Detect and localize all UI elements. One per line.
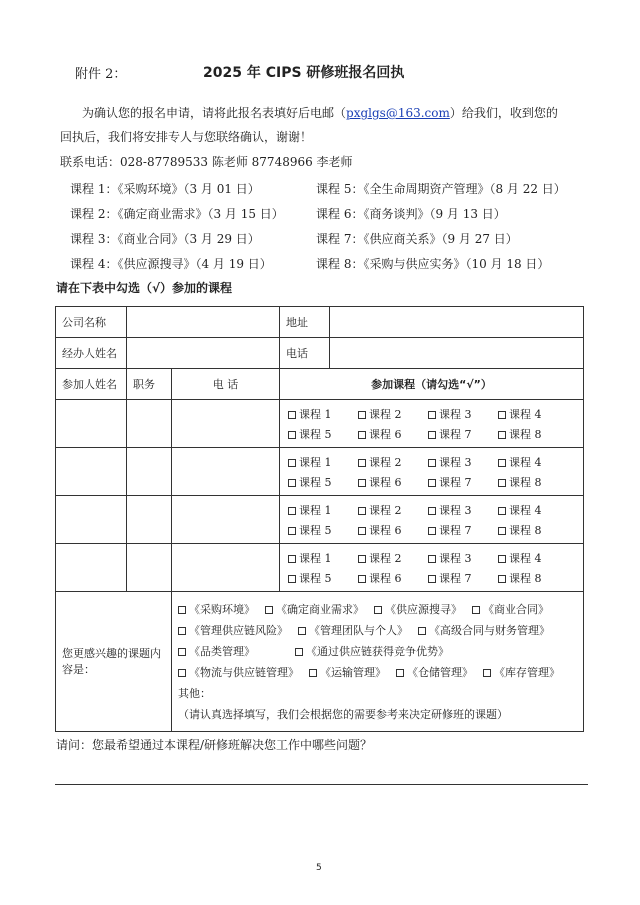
course-checkbox[interactable]: 课程 6 [358,522,428,538]
participant-phone-field[interactable] [172,400,280,448]
course-checkbox[interactable]: 课程 5 [288,426,358,442]
checkbox-icon [428,411,436,419]
course-checkboxes [280,496,584,544]
course-item: 课程 7：《供应商关系》（9 月 27 日） [316,232,518,246]
checkbox-icon [288,431,296,439]
col-participant-header: 参加人姓名 [56,369,127,400]
answer-line[interactable] [55,784,588,785]
checkbox-icon [418,627,426,635]
checkbox-icon [498,527,506,535]
course-checkbox[interactable]: 课程 3 [428,406,498,422]
form-title: 2025 年 CIPS 研修班报名回执 [203,65,405,81]
checkbox-icon [498,459,506,467]
interest-checkbox[interactable]: 《物流与供应链管理》 [178,664,299,680]
checkbox-icon [428,507,436,515]
course-checkbox[interactable]: 课程 7 [428,426,498,442]
course-checkbox[interactable]: 课程 4 [498,550,568,566]
course-checkbox[interactable]: 课程 3 [428,454,498,470]
interest-checkbox[interactable]: 《管理团队与个人》 [298,622,408,638]
course-checkbox[interactable]: 课程 8 [498,570,568,586]
participant-phone-field[interactable] [172,496,280,544]
course-checkbox[interactable]: 课程 2 [358,406,428,422]
participant-row [56,400,584,448]
checkbox-icon [178,606,186,614]
question-text: 请问：您最希望通过本课程/研修班解决您工作中哪些问题？ [56,738,373,752]
checkbox-icon [288,555,296,563]
checkbox-icon [428,527,436,535]
course-checkbox[interactable]: 课程 8 [498,522,568,538]
intro-line-1: 为确认您的报名申请，请将此报名表填好后电邮（pxglgs@163.com）给我们，收到您的 [82,106,558,120]
checkbox-icon [374,606,382,614]
course-checkbox[interactable]: 课程 2 [358,502,428,518]
participant-name-field[interactable] [56,496,127,544]
interest-checkbox[interactable]: 《运输管理》 [309,664,386,680]
participant-name-field[interactable] [56,544,127,592]
course-checkbox[interactable]: 课程 6 [358,474,428,490]
participant-phone-field[interactable] [172,448,280,496]
course-checkbox[interactable]: 课程 2 [358,454,428,470]
other-label: 其他： [178,687,211,700]
col-position-header: 职务 [127,369,172,400]
course-checkbox[interactable]: 课程 1 [288,502,358,518]
interest-note: （请认真选择填写，我们会根据您的需要参考来决定研修班的课题） [178,708,508,721]
section-title: 请在下表中勾选（√）参加的课程 [56,281,233,295]
checkbox-icon [288,575,296,583]
interest-checkbox[interactable]: 《高级合同与财务管理》 [418,622,550,638]
checkbox-icon [358,527,366,535]
handler-field[interactable] [127,338,280,369]
registration-table [55,306,584,732]
company-label: 公司名称 [56,307,127,338]
checkbox-icon [396,669,404,677]
interest-checkbox[interactable]: 《库存管理》 [483,664,560,680]
course-checkbox[interactable]: 课程 4 [498,454,568,470]
course-item: 课程 4：《供应源搜寻》（4 月 19 日） [70,257,272,271]
intro-line-2: 回执后，我们将安排专人与您联络确认，谢谢！ [60,130,313,144]
checkbox-icon [295,648,303,656]
course-checkboxes [280,448,584,496]
checkbox-icon [358,459,366,467]
checkbox-icon [358,431,366,439]
participant-row [56,448,584,496]
participant-position-field[interactable] [127,400,172,448]
checkbox-icon [288,411,296,419]
course-checkbox[interactable]: 课程 3 [428,502,498,518]
course-checkbox[interactable]: 课程 7 [428,474,498,490]
checkbox-icon [498,507,506,515]
address-field[interactable] [330,307,584,338]
checkbox-icon [498,555,506,563]
checkbox-icon [483,669,491,677]
checkbox-icon [358,555,366,563]
checkbox-icon [288,507,296,515]
col-courses-header: 参加课程（请勾选“√”） [280,369,584,400]
interest-checkbox[interactable]: 《商业合同》 [472,601,549,617]
course-item: 课程 6：《商务谈判》（9 月 13 日） [316,207,506,221]
course-item: 课程 2：《确定商业需求》（3 月 15 日） [70,207,284,221]
interest-checkbox[interactable]: 《品类管理》 [178,643,255,659]
course-checkbox[interactable]: 课程 5 [288,570,358,586]
checkbox-icon [472,606,480,614]
checkbox-icon [498,411,506,419]
course-checkbox[interactable]: 课程 1 [288,406,358,422]
checkbox-icon [288,479,296,487]
course-checkbox[interactable]: 课程 1 [288,550,358,566]
checkbox-icon [498,479,506,487]
checkbox-icon [358,575,366,583]
participant-row [56,544,584,592]
col-phone-header: 电 话 [172,369,280,400]
course-checkboxes [280,400,584,448]
course-checkbox[interactable]: 课程 7 [428,570,498,586]
participant-position-field[interactable] [127,496,172,544]
course-item: 课程 8：《采购与供应实务》（10 月 18 日） [316,257,550,271]
checkbox-icon [178,627,186,635]
checkbox-icon [265,606,273,614]
course-checkbox[interactable]: 课程 4 [498,502,568,518]
course-item: 课程 3：《商业合同》（3 月 29 日） [70,232,260,246]
participant-position-field[interactable] [127,448,172,496]
participant-name-field[interactable] [56,448,127,496]
checkbox-icon [358,411,366,419]
interest-checkbox[interactable]: 《管理供应链风险》 [178,622,288,638]
course-checkbox[interactable]: 课程 7 [428,522,498,538]
course-item: 课程 1：《采购环境》（3 月 01 日） [70,182,260,196]
checkbox-icon [428,555,436,563]
checkbox-icon [178,669,186,677]
page-number: 5 [316,863,322,873]
interest-options [172,592,584,732]
interest-checkbox[interactable]: 《供应源搜寻》 [374,601,462,617]
contact-phones: 联系电话：028-87789533 陈老师 87748966 李老师 [60,155,353,169]
course-checkbox[interactable]: 课程 2 [358,550,428,566]
interest-checkbox[interactable]: 《确定商业需求》 [265,601,364,617]
checkbox-icon [428,431,436,439]
participant-phone-field[interactable] [172,544,280,592]
course-item: 课程 5：《全生命周期资产管理》（8 月 22 日） [316,182,566,196]
interest-checkbox[interactable]: 《采购环境》 [178,601,255,617]
phone-field[interactable] [330,338,584,369]
participant-position-field[interactable] [127,544,172,592]
checkbox-icon [309,669,317,677]
checkbox-icon [428,575,436,583]
handler-label: 经办人姓名 [56,338,127,369]
email-link[interactable]: pxglgs@163.com [346,106,450,120]
checkbox-icon [298,627,306,635]
checkbox-icon [428,459,436,467]
checkbox-icon [288,459,296,467]
course-checkbox[interactable]: 课程 8 [498,474,568,490]
checkbox-icon [498,575,506,583]
course-checkbox[interactable]: 课程 4 [498,406,568,422]
interest-label: 您更感兴趣的课题内容是： [56,592,172,732]
course-checkbox[interactable]: 课程 6 [358,426,428,442]
course-checkbox[interactable]: 课程 1 [288,454,358,470]
checkbox-icon [498,431,506,439]
course-checkbox[interactable]: 课程 3 [428,550,498,566]
course-checkbox[interactable]: 课程 5 [288,522,358,538]
phone-label: 电话 [280,338,330,369]
interest-checkbox[interactable]: 《通过供应链获得竞争优势》 [295,643,449,659]
attachment-label: 附件 2： [75,67,127,82]
checkbox-icon [358,507,366,515]
checkbox-icon [288,527,296,535]
checkbox-icon [358,479,366,487]
course-checkbox[interactable]: 课程 6 [358,570,428,586]
participant-name-field[interactable] [56,400,127,448]
company-field[interactable] [127,307,280,338]
interest-checkbox[interactable]: 《仓储管理》 [396,664,473,680]
course-checkboxes [280,544,584,592]
address-label: 地址 [280,307,330,338]
course-checkbox[interactable]: 课程 8 [498,426,568,442]
checkbox-icon [178,648,186,656]
checkbox-icon [428,479,436,487]
course-checkbox[interactable]: 课程 5 [288,474,358,490]
participant-row [56,496,584,544]
